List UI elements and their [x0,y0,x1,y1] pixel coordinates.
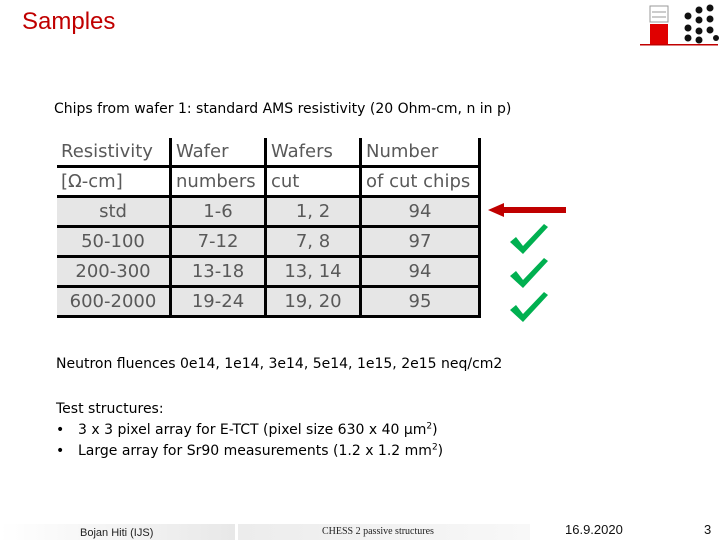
list-item-end: ) [432,422,438,438]
checkmarks-group [508,222,552,330]
institute-logo [638,2,720,46]
table-header-cell: Wafers [266,138,361,167]
footer-author-box [0,524,235,540]
table-row [57,197,480,227]
table-cell: 19-24 [171,287,266,317]
footer-date: 16.9.2020 [565,522,623,537]
table-cell: 200-300 [57,257,171,287]
table-header-row [57,167,480,197]
list-item [56,441,443,462]
table-cell: 94 [361,257,480,287]
footer-title-box [238,524,530,540]
table-cell: 50-100 [57,227,171,257]
bullet: • [56,422,65,438]
slide-title: Samples [22,8,116,35]
slide-subtitle: Chips from wafer 1: standard AMS resistivity (20 Ohm-cm, n in p) [54,101,512,117]
table-row [57,227,480,257]
table-cell: 95 [361,287,480,317]
list-item-text: Large array for Sr90 measurements (1.2 x 1.2 mm [78,443,432,459]
table-header-cell: [Ω-cm] [57,167,171,197]
table-cell: 19, 20 [266,287,361,317]
page-number: 3 [704,522,712,537]
superscript: 2 [431,442,438,453]
table-header-row [57,138,480,167]
table-header-cell: cut [266,167,361,197]
table-header-cell: Number [361,138,480,167]
resistivity-table [57,138,481,318]
footer-author: Bojan Hiti (IJS) [80,527,154,539]
arrow-left-icon [488,203,568,217]
table-header-cell: numbers [171,167,266,197]
table-row [57,287,480,317]
table-header-cell: of cut chips [361,167,480,197]
table-cell: 7-12 [171,227,266,257]
bullet: • [56,443,65,459]
table-cell: 97 [361,227,480,257]
footer-title: CHESS 2 passive structures [322,526,434,537]
test-structures [56,399,443,462]
superscript: 2 [426,421,433,432]
neutron-fluences-text: Neutron fluences 0e14, 1e14, 3e14, 5e14, 1e15, 2e15 neq/cm2 [56,356,503,372]
checkmark-icon [510,258,548,288]
table-header-cell: Resistivity [57,138,171,167]
table-cell: 1-6 [171,197,266,227]
list-item [56,420,443,441]
checkmark-icon [510,292,548,322]
table-cell: 1, 2 [266,197,361,227]
table-cell: 13-18 [171,257,266,287]
list-item-text: 3 x 3 pixel array for E-TCT (pixel size 630 x 40 μm [78,422,427,438]
table-header-cell: Wafer [171,138,266,167]
test-structures-heading: Test structures: [56,401,164,417]
list-item-end: ) [437,443,444,459]
table-cell: std [57,197,171,227]
table-cell: 7, 8 [266,227,361,257]
checkmark-icon [510,224,548,254]
table-row [57,257,480,287]
table-cell: 600-2000 [57,287,171,317]
table-cell: 13, 14 [266,257,361,287]
table-cell: 94 [361,197,480,227]
